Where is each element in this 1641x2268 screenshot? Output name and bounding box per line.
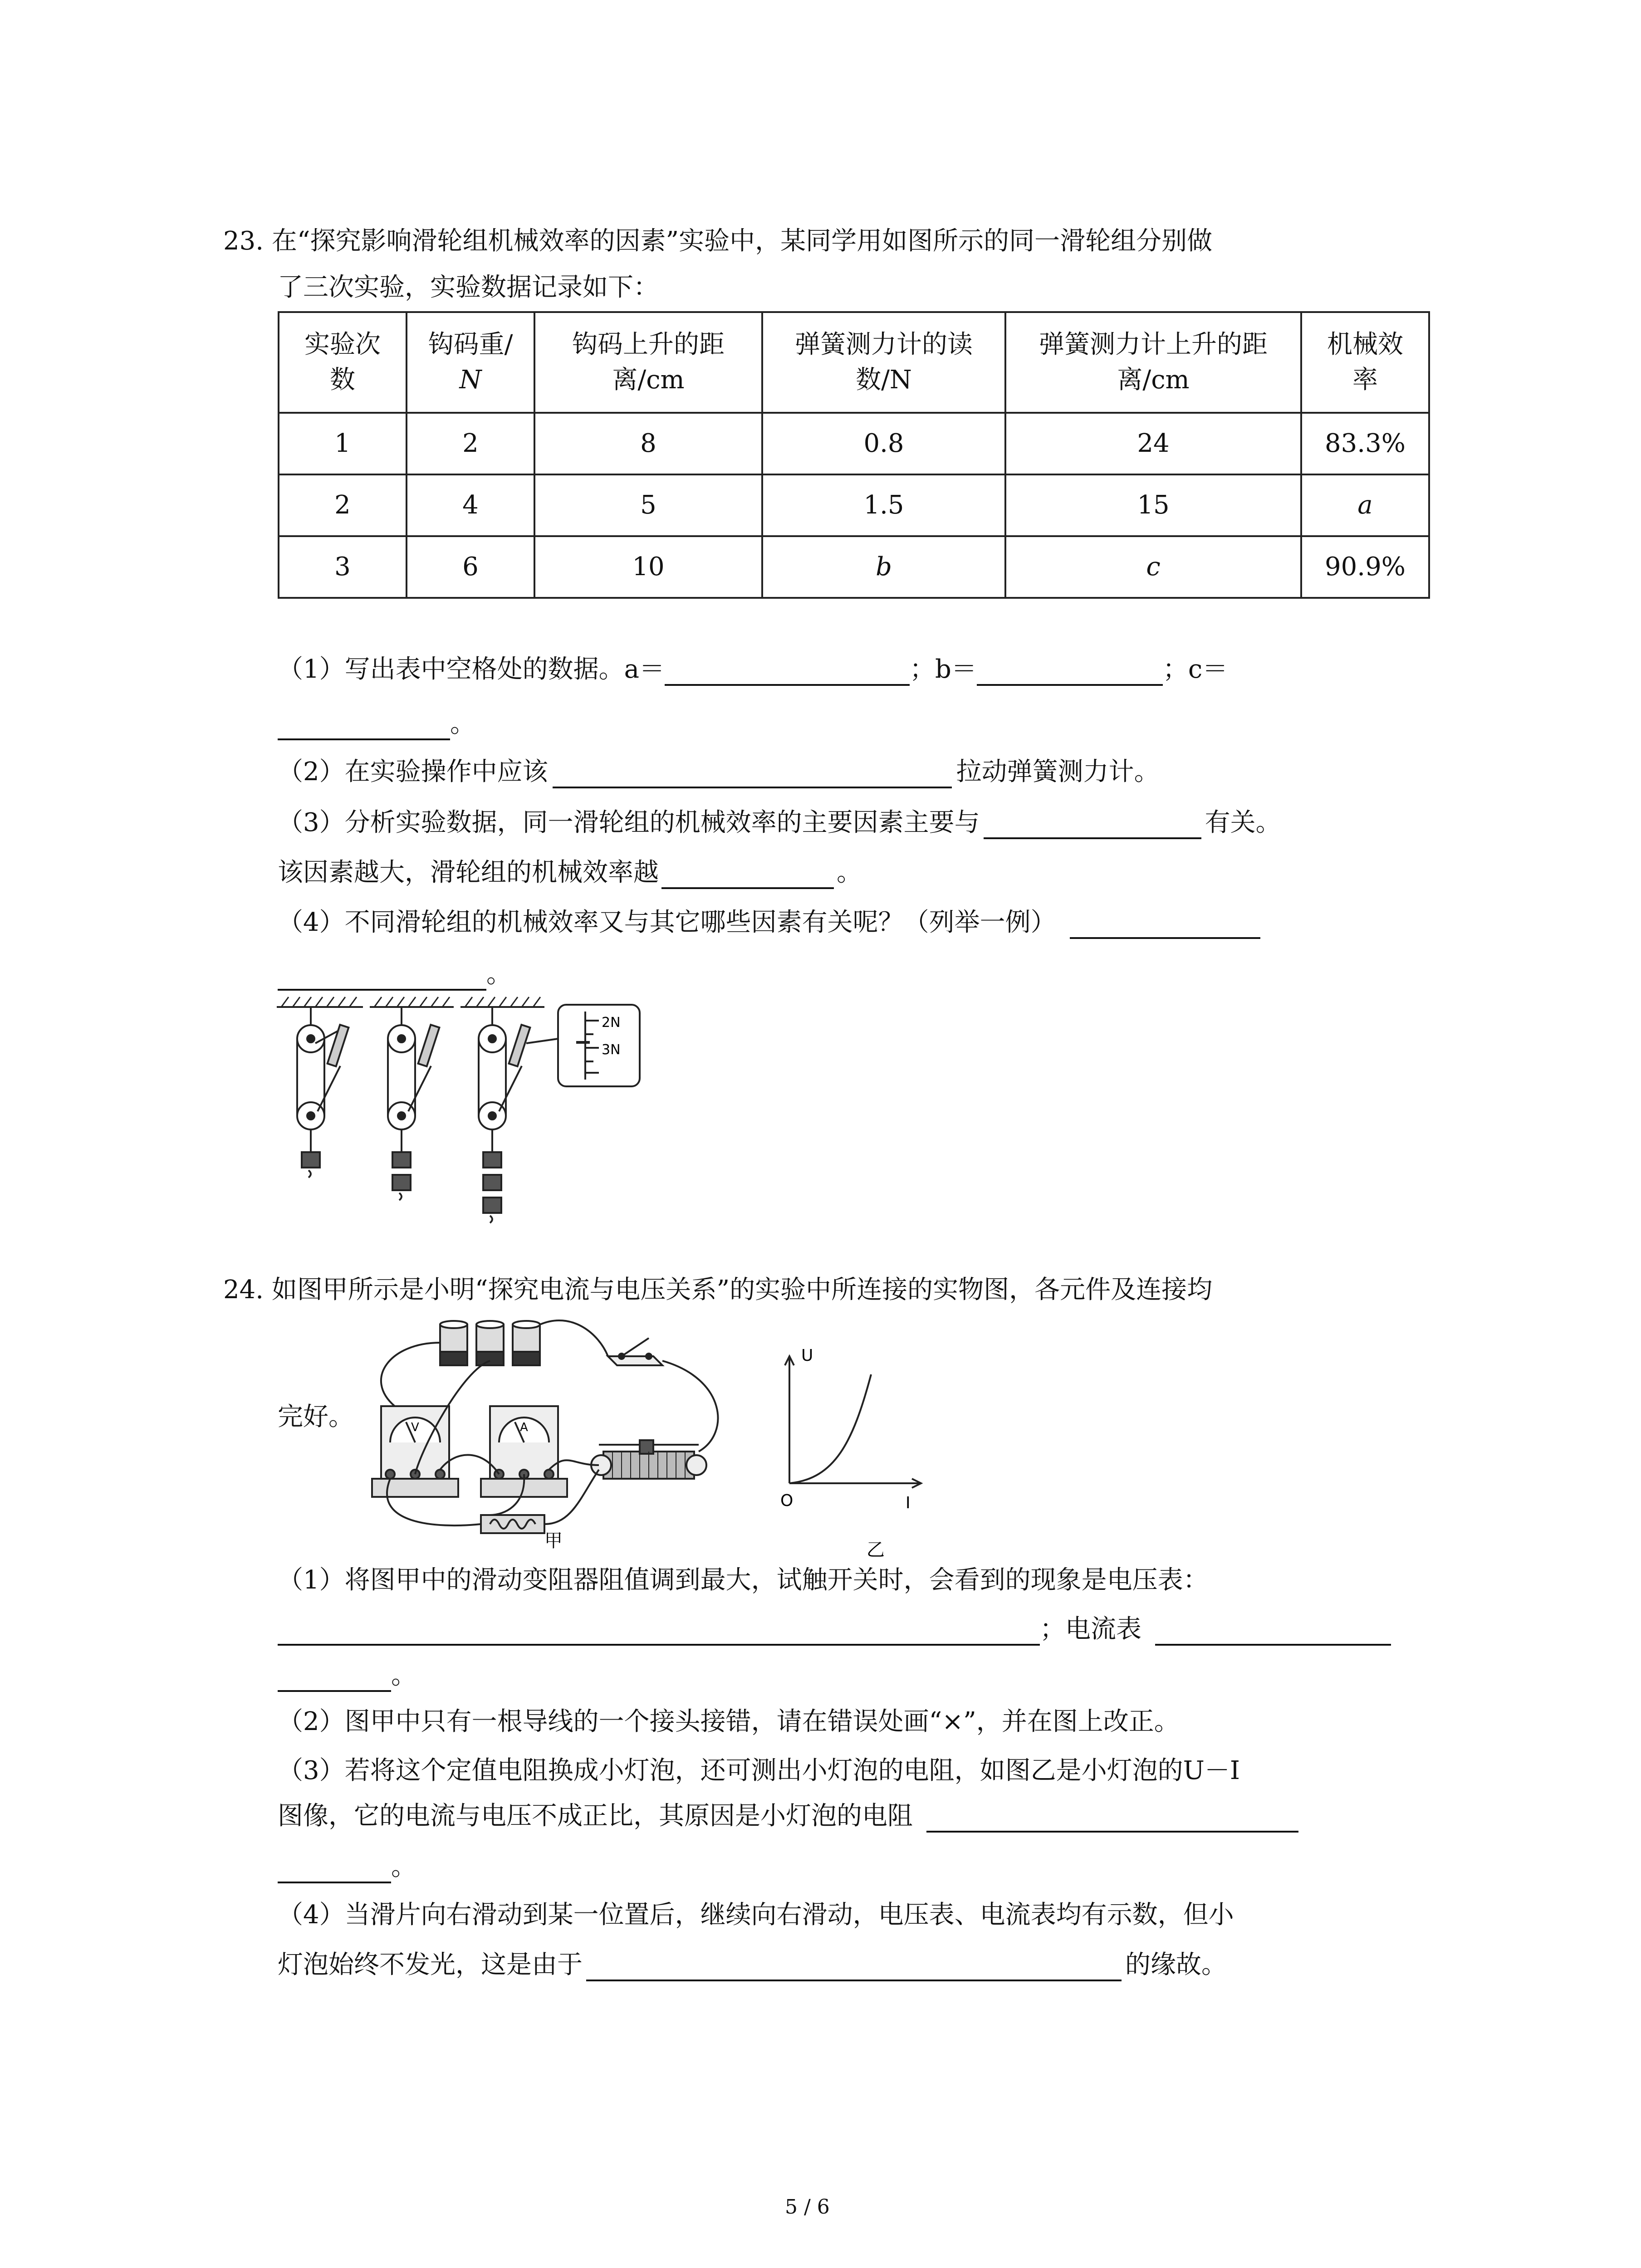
pulley-figure	[272, 993, 644, 1229]
table-row	[279, 474, 1429, 536]
table-cell: 15	[1005, 474, 1301, 536]
q23-part3-line2	[278, 856, 862, 889]
answer-blank-part4[interactable]	[1070, 912, 1260, 939]
figure-yi-label: 乙	[867, 1540, 885, 1560]
table-cell: 8	[534, 413, 762, 474]
header-cell: 钩码上升的距 离/cm	[534, 312, 762, 413]
q24-part3-line1: （3）若将这个定值电阻换成小灯泡，还可测出小灯泡的电阻，如图乙是小灯泡的U－I	[278, 1756, 1240, 1785]
q24-intro-line2: 完好。	[278, 1402, 354, 1432]
q24-part1-line: （1）将图甲中的滑动变阻器阻值调到最大，试触开关时，会看到的现象是电压表：	[278, 1565, 1209, 1595]
q23-part3b-text: 该因素越大，滑轮组的机械效率越	[278, 858, 659, 887]
table-cell: a	[1301, 474, 1429, 536]
ui-graph	[771, 1343, 962, 1560]
q24-intro-line1: 24. 如图甲所示是小明“探究电流与电压关系”的实验中所连接的实物图，各元件及连接均	[223, 1275, 1213, 1305]
q23-part4-line	[278, 906, 1260, 939]
answer-blank-c[interactable]	[278, 713, 450, 740]
q23-part4-line2	[278, 958, 512, 991]
q23-intro-line1: 23. 在“探究影响滑轮组机械效率的因素”实验中，某同学用如图所示的同一滑轮组分别做	[223, 226, 1213, 256]
q23-intro-line2: 了三次实验，实验数据记录如下：	[278, 273, 659, 302]
q23-part3-text: （3）分析实验数据，同一滑轮组的机械效率的主要因素主要与	[278, 808, 980, 837]
q24-part3-line3	[278, 1851, 416, 1883]
answer-blank-ammeter[interactable]	[1155, 1618, 1391, 1646]
table-cell: 83.3%	[1301, 413, 1429, 474]
header-cell: 实验次 数	[279, 312, 407, 413]
answer-blank-resistance-cont[interactable]	[278, 1856, 391, 1883]
q23-part3-line	[278, 807, 1281, 839]
q23-part1-line2	[278, 708, 475, 740]
q23-part4-text: （4）不同滑轮组的机械效率又与其它哪些因素有关呢？（列举一例）	[278, 908, 1056, 937]
answer-blank-part3a[interactable]	[984, 812, 1201, 839]
q23-part1-c-label: ；c＝	[1162, 655, 1228, 684]
circuit-figure	[354, 1315, 762, 1551]
answer-blank-ammeter-cont[interactable]	[278, 1665, 391, 1692]
table-cell: 5	[534, 474, 762, 536]
answer-blank-part3b[interactable]	[661, 862, 834, 889]
graph-axis-i: I	[906, 1494, 911, 1512]
answer-blank-part2[interactable]	[553, 761, 952, 788]
table-cell: b	[762, 536, 1005, 598]
answer-blank-b[interactable]	[977, 659, 1163, 686]
scale-label-3n: 3N	[602, 1042, 621, 1058]
q24-part1-line2	[278, 1613, 1391, 1646]
q24-part3-text: 图像，它的电流与电压不成正比，其原因是小灯泡的电阻	[278, 1801, 913, 1831]
q24-part1-ammeter-text: ；电流表	[1040, 1614, 1141, 1644]
table-cell: c	[1005, 536, 1301, 598]
q23-part2-text: （2）在实验操作中应该	[278, 757, 548, 787]
table-cell: 2	[407, 413, 534, 474]
period: 。	[391, 1852, 416, 1882]
table-cell: 90.9%	[1301, 536, 1429, 598]
q23-part2-text-end: 拉动弹簧测力计。	[956, 757, 1160, 787]
period: 。	[486, 959, 512, 989]
q23-part1-a-label: （1）写出表中空格处的数据。a＝	[278, 655, 665, 684]
table-cell: 0.8	[762, 413, 1005, 474]
q24-part4-line2	[278, 1949, 1227, 1981]
ammeter-label: A	[520, 1421, 528, 1434]
table-cell: 10	[534, 536, 762, 598]
q24-part1-line3	[278, 1659, 416, 1692]
q24-part4-text-end: 的缘故。	[1125, 1950, 1227, 1980]
q23-data-table	[278, 311, 1430, 599]
answer-blank-voltmeter[interactable]	[278, 1618, 1040, 1646]
table-row	[279, 413, 1429, 474]
q24-part4-line1: （4）当滑片向右滑动到某一位置后，继续向右滑动，电压表、电流表均有示数，但小	[278, 1900, 1234, 1930]
period: 。	[837, 858, 862, 887]
header-cell: 弹簧测力计上升的距 离/cm	[1005, 312, 1301, 413]
table-row	[279, 536, 1429, 598]
q23-part1-line	[278, 653, 1228, 686]
table-cell: 6	[407, 536, 534, 598]
q23-part3-text-end: 有关。	[1205, 808, 1281, 837]
q24-part3-line2	[278, 1800, 1298, 1833]
table-header-row	[279, 312, 1429, 413]
q23-part2-line	[278, 756, 1160, 788]
q24-part4-text: 灯泡始终不发光，这是由于	[278, 1950, 583, 1980]
table-cell: 2	[279, 474, 407, 536]
period: 。	[391, 1661, 416, 1690]
header-cell: 弹簧测力计的读 数/N	[762, 312, 1005, 413]
answer-blank-a[interactable]	[665, 659, 910, 686]
figure-jia-label: 甲	[544, 1530, 563, 1551]
answer-blank-resistance[interactable]	[926, 1805, 1298, 1833]
header-cell: 钩码重/ N	[407, 312, 534, 413]
answer-blank-part4-cont[interactable]	[278, 963, 486, 991]
table-cell: 24	[1005, 413, 1301, 474]
period: 。	[450, 709, 475, 738]
q23-part1-b-label: ；b＝	[910, 655, 977, 684]
scale-label-2n: 2N	[602, 1015, 621, 1031]
graph-axis-u: U	[801, 1346, 813, 1365]
table-cell: 3	[279, 536, 407, 598]
page-number: 5 / 6	[785, 2195, 830, 2219]
q24-part2-line: （2）图甲中只有一根导线的一个接头接错，请在错误处画“×”，并在图上改正。	[278, 1707, 1180, 1736]
header-cell: 机械效 率	[1301, 312, 1429, 413]
graph-origin: O	[780, 1491, 794, 1510]
voltmeter-label: V	[411, 1421, 419, 1434]
table-cell: 4	[407, 474, 534, 536]
table-cell: 1	[279, 413, 407, 474]
table-cell: 1.5	[762, 474, 1005, 536]
answer-blank-reason[interactable]	[586, 1954, 1122, 1981]
